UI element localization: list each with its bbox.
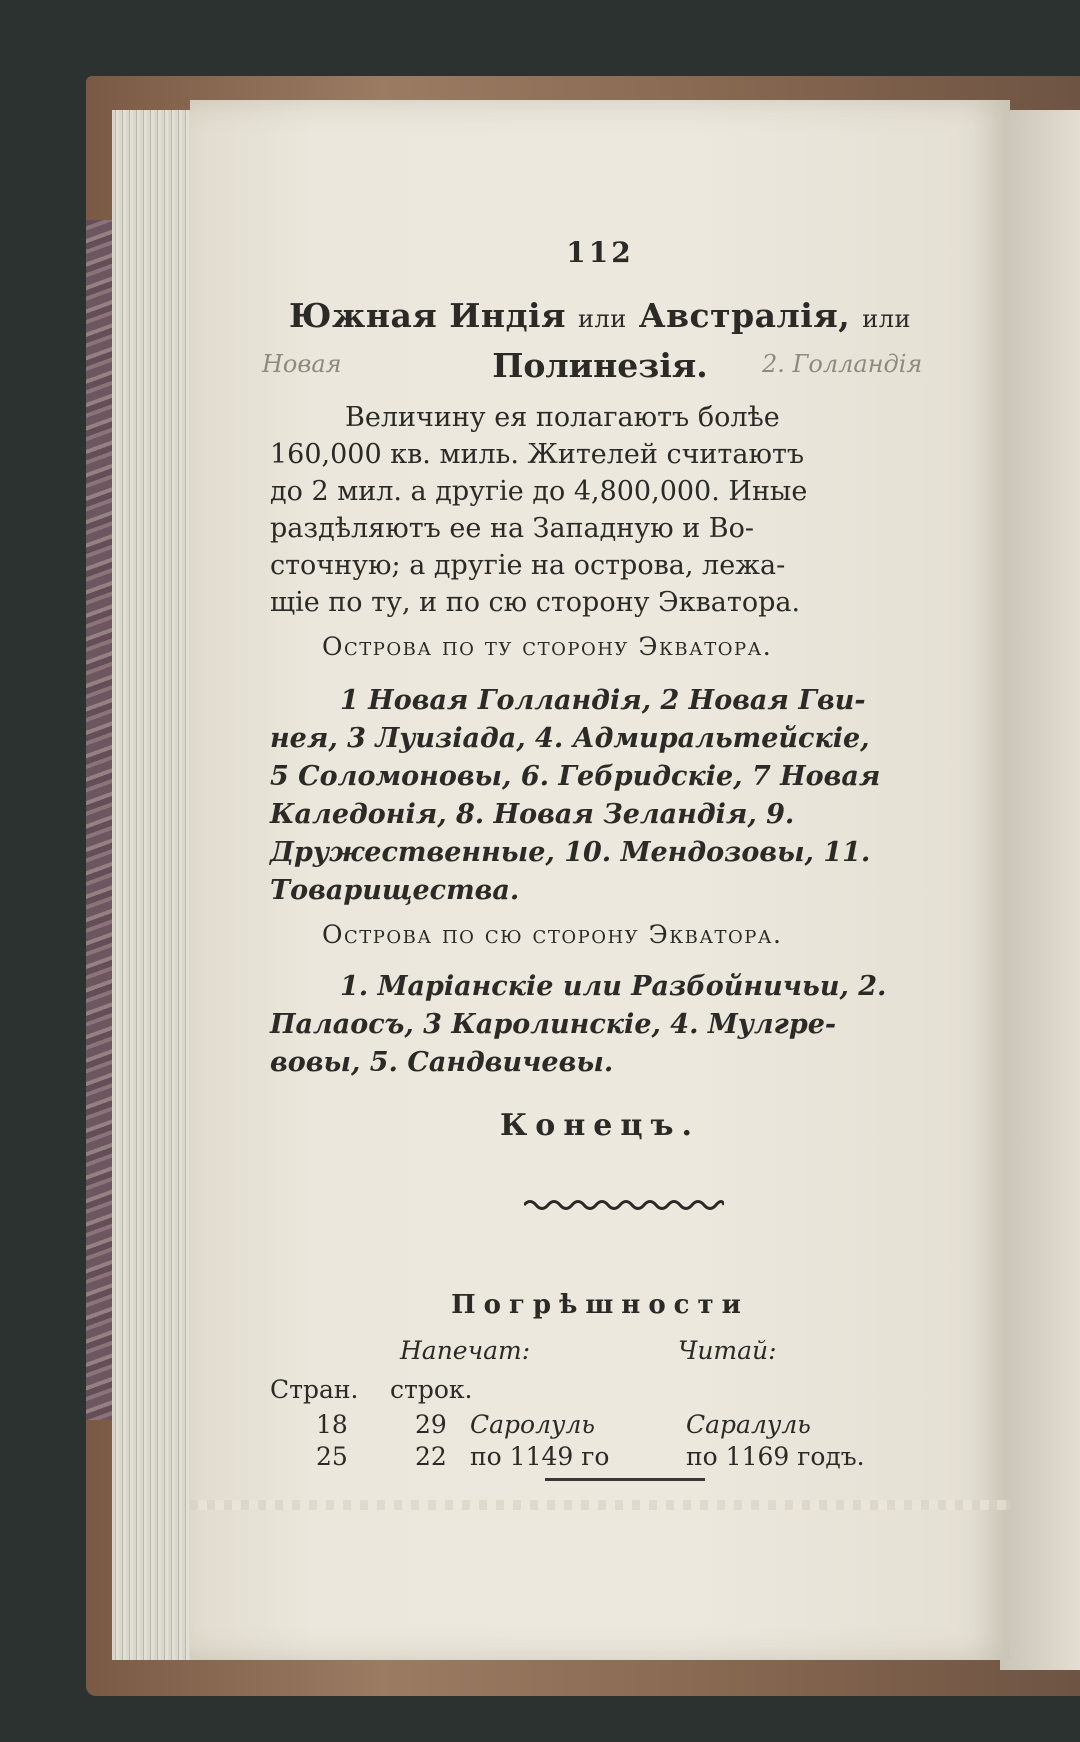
heading-conj: или	[577, 305, 627, 333]
closing-rule	[545, 1478, 705, 1481]
errata-line: 22	[415, 1442, 447, 1471]
island-list-line: 1. Маріанскіе или Разбойничьи, 2.	[340, 971, 887, 1002]
island-list-line: 5 Соломоновы, 6. Гебридскіе, 7 Новая	[270, 761, 881, 792]
intro-line: 160,000 кв. миль. Жителей считаютъ	[270, 439, 805, 470]
page-number: 112	[566, 236, 634, 269]
island-list-line: Палаосъ, 3 Каролинскіе, 4. Мулгре-	[270, 1009, 837, 1040]
intro-line: раздѣляютъ ее на Западную и Во-	[270, 513, 755, 544]
errata-col-read: Читай:	[678, 1336, 777, 1365]
end-mark: Конецъ.	[500, 1108, 700, 1143]
ornament-divider	[524, 1196, 724, 1214]
errata-printed: по 1149 го	[470, 1442, 610, 1471]
heading-part: Южная Индія	[289, 296, 566, 335]
errata-printed: Саролуль	[470, 1410, 596, 1439]
island-list-line: Товарищества.	[270, 875, 520, 906]
intro-line: сточную; а другіе на острова, лежа-	[270, 550, 786, 581]
heading-part: Австралія,	[638, 296, 851, 335]
errata-read: Саралуль	[686, 1410, 811, 1439]
island-list-line: нея, 3 Луизіада, 4. Адмиральтейскіе,	[270, 723, 870, 754]
errata-col-printed: Напечат:	[400, 1336, 531, 1365]
errata-line: 29	[415, 1410, 447, 1439]
island-list-line: 1 Новая Голландія, 2 Новая Гви-	[340, 685, 866, 716]
section-title-this-side-equator: Острова по сю сторону Экватора.	[322, 920, 783, 949]
errata-col-line: строк.	[390, 1375, 473, 1404]
chapter-heading-line1	[190, 296, 1010, 335]
errata-col-page: Стран.	[270, 1375, 359, 1404]
chapter-heading-line2: Полинезія.	[492, 346, 708, 385]
intro-line: до 2 мил. а другіе до 4,800,000. Иные	[270, 476, 808, 507]
errata-page: 18	[316, 1410, 348, 1439]
torn-edge	[190, 1500, 1010, 1510]
errata-read: по 1169 годъ.	[686, 1442, 865, 1471]
handwritten-note-right: 2. Голландія	[762, 350, 923, 378]
intro-line: щіе по ту, и по сю сторону Экватора.	[270, 587, 801, 618]
island-list-line: Дружественные, 10. Мендозовы, 11.	[270, 837, 871, 868]
island-list-line: Каледонія, 8. Новая Зеландія, 9.	[270, 799, 795, 830]
handwritten-note-left: Новая	[262, 350, 342, 378]
intro-line: Величину ея полагаютъ болѣе	[345, 402, 780, 433]
section-title-beyond-equator: Острова по ту сторону Экватора.	[322, 632, 773, 661]
page-edges	[112, 110, 202, 1660]
facing-page-edge	[1000, 110, 1080, 1670]
errata-title: Погрѣшности	[451, 1290, 749, 1320]
errata-page: 25	[316, 1442, 348, 1471]
heading-conj: или	[862, 305, 911, 333]
island-list-line: вовы, 5. Сандвичевы.	[270, 1047, 614, 1078]
